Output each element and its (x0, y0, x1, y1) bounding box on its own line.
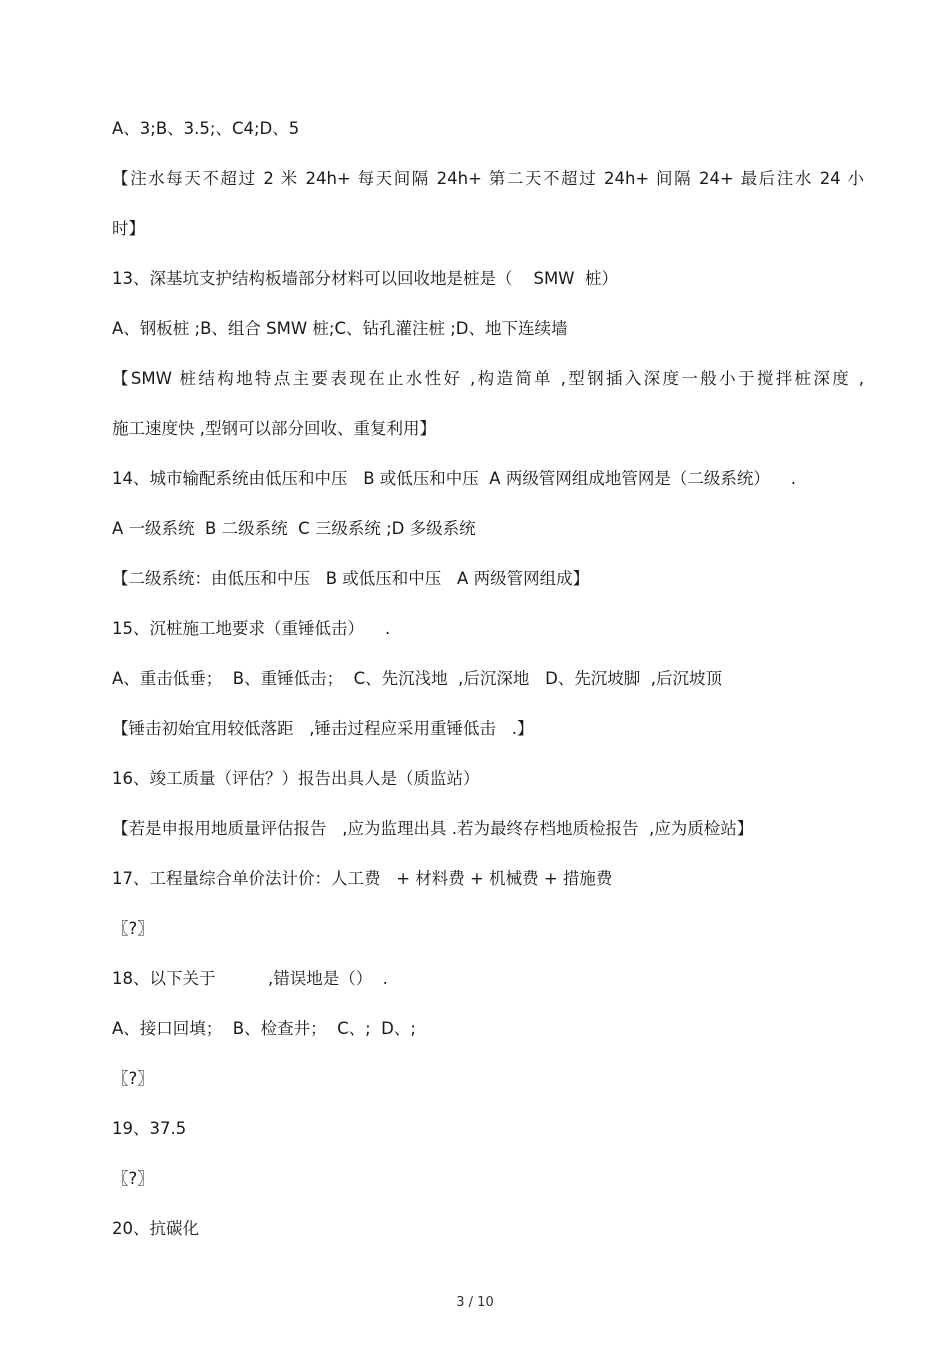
note-15: 【锤击初始宜用较低落距 ,锤击过程应采用重锤低击 .】 (112, 719, 534, 738)
page-number: 3 / 10 (456, 1295, 494, 1310)
question-15: 15、沉桩施工地要求（重锤低击） . (112, 619, 391, 638)
document-body (112, 104, 864, 1254)
question-14: 14、城市输配系统由低压和中压 B 或低压和中压 A 两级管网组成地管网是（二级系统） . (112, 469, 797, 488)
question-18: 18、以下关于 ,错误地是（） . (112, 969, 388, 988)
note-18: 〖?〗 (112, 1069, 154, 1088)
note-14: 【二级系统：由低压和中压 B 或低压和中压 A 两级管网组成】 (112, 569, 590, 588)
note-16: 【若是申报用地质量评估报告 ,应为监理出具 .若为最终存档地质检报告 ,应为质检站】 (112, 819, 754, 838)
options-18: A、接口回填； B、检查井； C、; D、; (112, 1019, 416, 1038)
question-20: 20、抗碳化 (112, 1219, 199, 1238)
text-line-3: 时】 (112, 219, 145, 238)
options-14: A 一级系统 B 二级系统 C 三级系统 ;D 多级系统 (112, 519, 476, 538)
note-13-line-2: 施工速度快 ,型钢可以部分回收、重复利用】 (112, 419, 436, 438)
note-19: 〖?〗 (112, 1169, 154, 1188)
options-13: A、钢板桩 ;B、组合 SMW 桩;C、钻孔灌注桩 ;D、地下连续墙 (112, 319, 568, 338)
question-19: 19、37.5 (112, 1119, 187, 1138)
question-16: 16、竣工质量（评估？）报告出具人是（质监站） (112, 769, 480, 788)
note-17: 〖?〗 (112, 919, 154, 938)
note-13-line-1: 【SMW 桩结构地特点主要表现在止水性好 ,构造简单 ,型钢插入深度一般小于搅拌桩深度 , (112, 369, 864, 388)
options-15: A、重击低垂； B、重锤低击； C、先沉浅地 ,后沉深地 D、先沉坡脚 ,后沉坡顶 (112, 669, 723, 688)
text-line-1: A、3;B、3.5;、C4;D、5 (112, 119, 300, 138)
text-line-2: 【注水每天不超过 2 米 24h+ 每天间隔 24h+ 第二天不超过 24h+ 间隔 24+ 最后注水 24 小 (112, 169, 864, 188)
question-13: 13、深基坑支护结构板墙部分材料可以回收地是桩是（ SMW 桩） (112, 269, 618, 288)
question-17: 17、工程量综合单价法计价：人工费 + 材料费 + 机械费 + 措施费 (112, 869, 613, 888)
